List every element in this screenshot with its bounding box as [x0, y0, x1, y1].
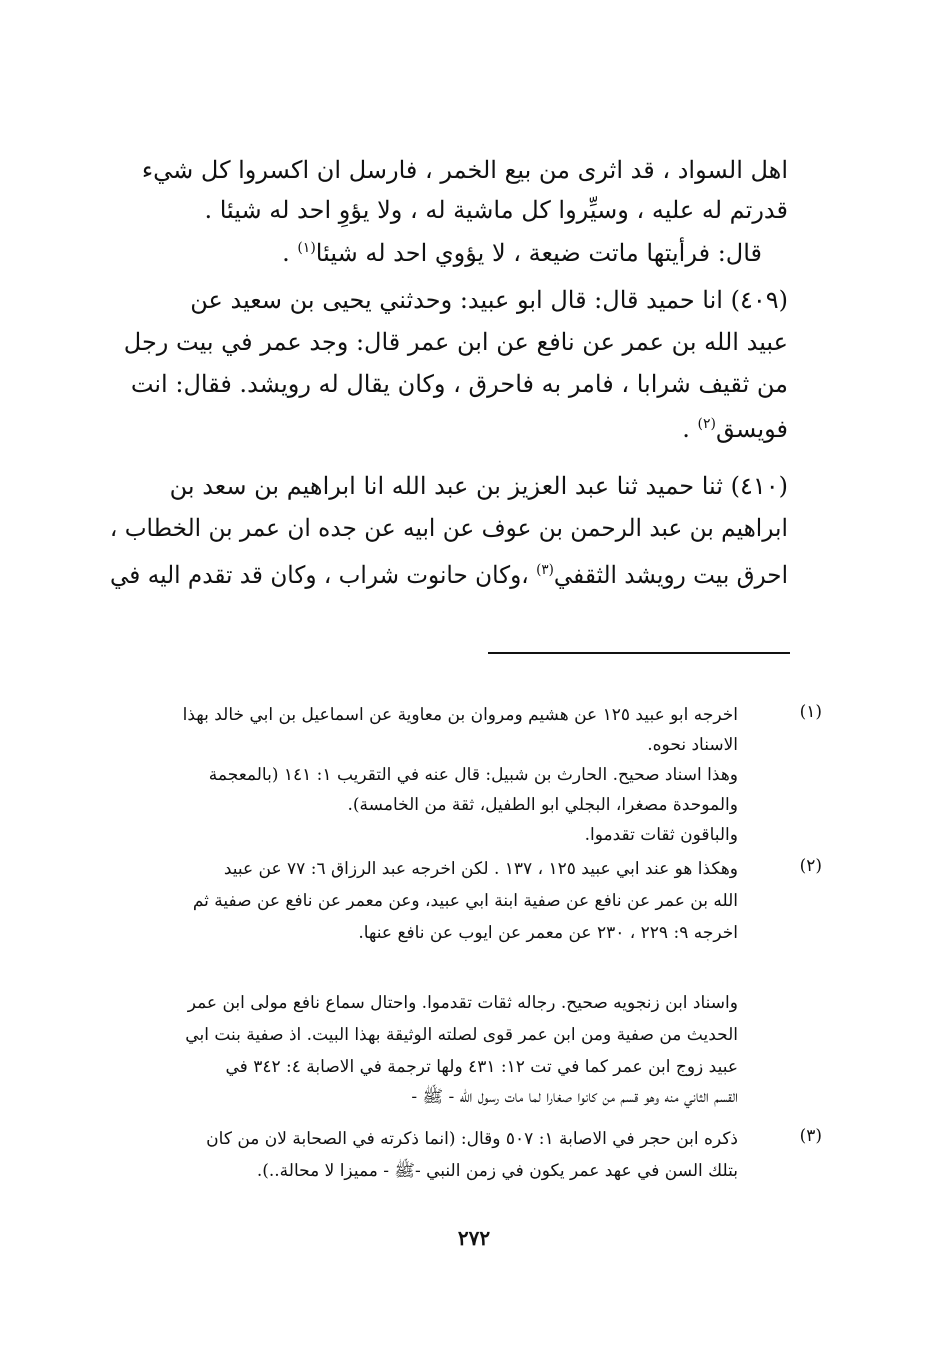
main-text-line: [110, 550, 788, 595]
main-text-line: ابراهيم بن عبد الرحمن بن عوف عن ابيه عن جده ان عمر بن الخطاب ،: [109, 514, 788, 542]
footnote-ref: (٢): [697, 416, 717, 432]
footnote-line: الحديث من صفية ومن ابن عمر قوى لصلته الوثيقة بهذا البيت. اذ صفية بنت ابي: [185, 1025, 738, 1045]
main-text-span: .: [282, 239, 298, 267]
footnote-line: بتلك السن في عهد عمر يكون في زمن النبي -ﷺ - مميزا لا محالة..).: [256, 1161, 738, 1181]
main-text-line: (٤٠٩) انا حميد قال: قال ابو عبيد: وحدثني يحيى بن سعيد عن: [190, 286, 788, 314]
footnote-line: وهذا اسناد صحيح. الحارث بن شبيل: قال عنه في التقريب ١: ١٤١ (بالمعجمة: [208, 765, 738, 785]
page-number: ٢٧٢: [457, 1226, 491, 1250]
main-text-line: من ثقيف شرابا ، فامر به فاحرق ، وكان يقال له رويشد. فقال: انت: [130, 370, 788, 398]
footnote-line: واسناد ابن زنجويه صحيح. رجاله ثقات تقدموا. واحتال سماع نافع مولى ابن عمر: [187, 993, 738, 1013]
main-text-span: .: [682, 415, 698, 443]
main-text-span: ،وكان حانوت شراب ، وكان قد تقدم اليه في: [110, 561, 537, 589]
footnote-number: (٢): [799, 856, 822, 876]
footnote-ref: (١): [297, 240, 316, 256]
footnote-line: والباقون ثقات تقدموا.: [584, 825, 738, 845]
main-text-line: اهل السواد ، قد اثرى من بيع الخمر ، فارسل ان اكسروا كل شيء: [141, 156, 788, 184]
main-text-line: عبيد الله بن عمر عن نافع عن ابن عمر قال: وجد عمر في بيت رجل: [123, 328, 788, 356]
footnote-line: اخرجه ٩: ٢٢٩ ، ٢٣٠ عن معمر عن ايوب عن نافع عنها.: [358, 923, 738, 943]
main-text-span: احرق بيت رويشد الثقفي: [553, 561, 788, 589]
footnote-line: وهكذا هو عند ابي عبيد ١٢٥ ، ١٣٧ . لكن اخرجه عبد الرزاق ٦: ٧٧ عن عبيد: [223, 859, 738, 879]
footnote-number: (١): [799, 702, 822, 722]
main-text-span: فويسق: [716, 415, 788, 443]
footnote-line: القسم الثاني منه وهو قسم من كانوا صغارا لما مات رسول الله - ﷺ -: [411, 1087, 738, 1107]
main-text-span: قال: فرأيتها ماتت ضيعة ، لا يؤوي احد له شيئا: [315, 239, 762, 267]
footnote-ref: (٣): [536, 562, 554, 578]
main-text-line: [682, 404, 788, 449]
main-text-line: قدرتم له عليه ، وسيِّروا كل ماشية له ، ولا يؤوِ احد له شيئا .: [204, 196, 788, 224]
footnote-line: الله بن عمر عن نافع عن صفية ابنة ابي عبيد، وعن معمر عن نافع عن صفية ثم: [192, 891, 738, 911]
footnote-divider: [488, 652, 790, 654]
footnote-line: الاسناد نحوه.: [647, 735, 738, 755]
footnote-line: والموحدة مصغرا، البجلي ابو الطفيل، ثقة من الخامسة).: [347, 795, 738, 815]
footnote-number: (٣): [799, 1126, 822, 1146]
footnote-line: ذكره ابن حجر في الاصابة ١: ٥٠٧ وقال: (انما ذكرته في الصحابة لان من كان: [206, 1129, 738, 1149]
main-text-line: [282, 228, 762, 273]
footnote-line: اخرجه ابو عبيد ١٢٥ عن هشيم ومروان بن معاوية عن اسماعيل بن ابي خالد بهذا: [182, 705, 738, 725]
footnote-line: عبيد زوج ابن عمر كما في تت ١٢: ٤٣١ ولها ترجمة في الاصابة ٤: ٣٤٢ في: [225, 1057, 738, 1077]
main-text-line: (٤١٠) ثنا حميد ثنا عبد العزيز بن عبد الله انا ابراهيم بن سعد بن: [169, 472, 788, 500]
